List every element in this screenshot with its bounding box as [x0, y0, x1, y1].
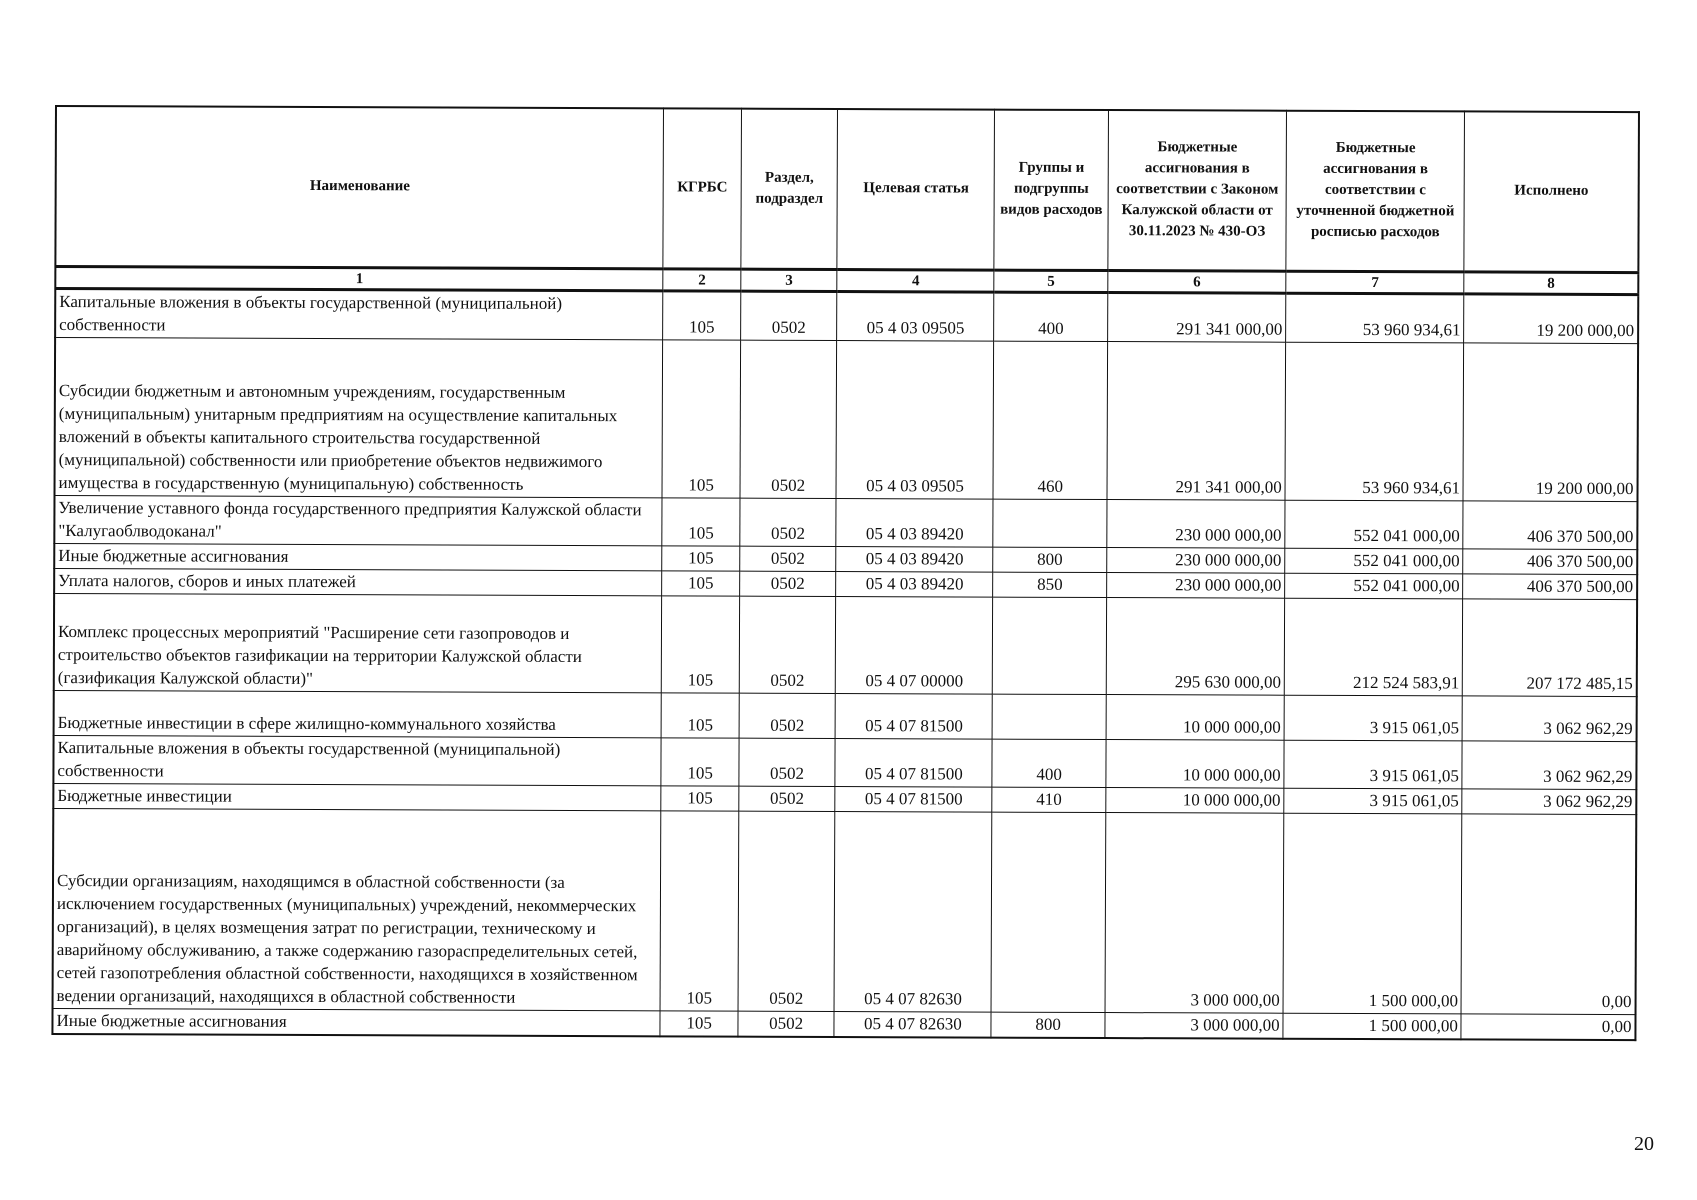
row-name: Бюджетные инвестиции в сфере жилищно-коммунального хозяйства	[54, 690, 662, 737]
row-executed: 3 062 962,29	[1462, 696, 1636, 742]
row-kgrbs: 105	[662, 571, 740, 596]
row-executed: 207 172 485,15	[1463, 599, 1637, 697]
table-row	[54, 496, 1637, 550]
table-body	[52, 289, 1638, 1041]
row-kgrbs: 105	[660, 1011, 738, 1037]
row-revised-allocation: 212 524 583,91	[1284, 598, 1463, 696]
row-expense-group: 410	[992, 787, 1106, 812]
row-revised-allocation: 552 041 000,00	[1285, 548, 1463, 574]
table-row	[52, 1008, 1635, 1040]
row-law-allocation: 230 000 000,00	[1107, 500, 1285, 549]
row-name: Увеличение уставного фонда государственного предприятия Калужской области "Калугаоблводоканал"	[54, 496, 662, 546]
budget-sheet	[51, 105, 1640, 1041]
row-law-allocation: 230 000 000,00	[1107, 573, 1285, 599]
row-razdel: 0502	[738, 811, 835, 1011]
table-row	[53, 808, 1637, 1014]
row-law-allocation: 10 000 000,00	[1106, 695, 1284, 741]
row-law-allocation: 291 341 000,00	[1107, 342, 1286, 501]
header-name: Наименование	[55, 106, 664, 269]
row-razdel: 0502	[739, 693, 836, 738]
row-kgrbs: 105	[662, 498, 740, 546]
row-executed: 3 062 962,29	[1462, 789, 1636, 815]
row-target-article: 05 4 07 81500	[835, 739, 992, 788]
row-executed: 406 370 500,00	[1463, 574, 1637, 600]
row-expense-group: 460	[993, 341, 1107, 499]
header-vid: Группы и подгруппы видов расходов	[994, 110, 1108, 271]
row-expense-group	[993, 499, 1107, 547]
row-law-allocation: 3 000 000,00	[1105, 813, 1284, 1014]
row-name: Комплекс процессных мероприятий "Расширение сети газопроводов и строительство объектов газификации на территории Калужской области (газификация Калужской области)"	[54, 594, 662, 693]
table-row	[54, 690, 1637, 741]
column-number: 5	[994, 270, 1108, 292]
row-target-article: 05 4 07 81500	[835, 694, 992, 740]
row-razdel: 0502	[738, 1011, 835, 1037]
row-law-allocation: 10 000 000,00	[1106, 788, 1284, 814]
row-revised-allocation: 53 960 934,61	[1286, 293, 1464, 343]
row-expense-group: 400	[994, 292, 1108, 341]
row-razdel: 0502	[739, 571, 836, 596]
row-razdel: 0502	[740, 340, 837, 498]
column-number: 3	[741, 269, 838, 291]
row-revised-allocation: 552 041 000,00	[1285, 573, 1463, 599]
row-executed: 19 200 000,00	[1463, 343, 1638, 502]
row-kgrbs: 105	[662, 546, 740, 571]
column-number: 4	[837, 270, 994, 293]
row-revised-allocation: 53 960 934,61	[1285, 342, 1464, 501]
row-kgrbs: 105	[662, 693, 740, 738]
row-executed: 406 370 500,00	[1463, 501, 1637, 550]
table-row	[53, 735, 1636, 789]
row-target-article: 05 4 03 09505	[836, 341, 994, 500]
row-target-article: 05 4 07 82630	[834, 812, 992, 1013]
column-number: 1	[55, 267, 663, 291]
header-rospis: Бюджетные ассигнования в соответствии с уточненной бюджетной росписью расходов	[1286, 111, 1465, 272]
row-executed: 0,00	[1461, 814, 1636, 1015]
row-name: Субсидии бюджетным и автономным учреждениям, государственным (муниципальным) унитарным предприятиям на осуществление капитальных вложений в объекты капитального строительства государственной (муниципальной) собственности или приобретение объектов недвижимого имущества в государственную (муниципальную) собственность	[55, 338, 664, 498]
row-kgrbs: 105	[660, 811, 738, 1011]
row-revised-allocation: 552 041 000,00	[1285, 500, 1463, 549]
header-razdel: Раздел, подраздел	[741, 109, 838, 270]
row-target-article: 05 4 07 00000	[836, 597, 993, 695]
row-razdel: 0502	[740, 546, 837, 571]
row-law-allocation: 230 000 000,00	[1107, 548, 1285, 574]
column-number: 2	[663, 269, 741, 291]
row-name: Иные бюджетные ассигнования	[52, 1008, 660, 1036]
row-target-article: 05 4 07 81500	[835, 787, 992, 813]
row-name: Капитальные вложения в объекты государственной (муниципальной) собственности	[55, 289, 663, 340]
row-expense-group	[993, 694, 1107, 739]
header-zakon: Бюджетные ассигнования в соответствии с Законом Калужской области от 30.11.2023 № 430-ОЗ	[1108, 110, 1287, 271]
header-statya: Целевая статья	[837, 109, 995, 270]
column-number: 6	[1108, 271, 1286, 294]
row-name: Иные бюджетные ассигнования	[54, 544, 662, 571]
row-kgrbs: 105	[661, 786, 739, 811]
row-revised-allocation: 1 500 000,00	[1283, 1013, 1461, 1039]
row-name: Капитальные вложения в объекты государственной (муниципальной) собственности	[53, 735, 661, 785]
row-expense-group	[993, 597, 1107, 694]
row-razdel: 0502	[739, 786, 836, 811]
row-name: Бюджетные инвестиции	[53, 783, 661, 810]
row-expense-group: 400	[992, 739, 1106, 787]
row-razdel: 0502	[739, 596, 836, 693]
row-law-allocation: 291 341 000,00	[1108, 293, 1286, 343]
row-target-article: 05 4 03 89420	[836, 572, 993, 598]
row-revised-allocation: 3 915 061,05	[1284, 788, 1462, 814]
row-target-article: 05 4 03 89420	[836, 547, 993, 573]
table-row	[55, 338, 1639, 502]
row-expense-group: 850	[993, 572, 1107, 597]
column-number: 7	[1286, 271, 1464, 294]
row-target-article: 05 4 07 82630	[834, 1011, 991, 1037]
row-target-article: 05 4 03 09505	[837, 292, 994, 342]
row-revised-allocation: 3 915 061,05	[1284, 695, 1462, 741]
budget-table	[51, 105, 1640, 1041]
row-kgrbs: 105	[663, 291, 741, 340]
row-razdel: 0502	[740, 498, 837, 546]
table-row	[55, 289, 1638, 344]
row-law-allocation: 10 000 000,00	[1106, 740, 1284, 789]
row-name: Уплата налогов, сборов и иных платежей	[54, 569, 662, 596]
row-kgrbs: 105	[661, 738, 739, 786]
row-executed: 0,00	[1461, 1014, 1635, 1040]
row-executed: 406 370 500,00	[1463, 549, 1637, 575]
row-expense-group: 800	[993, 547, 1107, 572]
row-name: Субсидии организациям, находящимся в областной собственности (за исключением государственных (муниципальных) учреждений, некоммерческих организаций), в целях возмещения затрат по регистрации, техническому и аварийному обслуживанию, а также содержанию газораспределительных сетей, сетей газопотребления областной собственности, находящихся в хозяйственном ведении организаций, находящихся в областной собственности	[53, 808, 662, 1010]
row-revised-allocation: 1 500 000,00	[1283, 813, 1462, 1014]
row-target-article: 05 4 03 89420	[836, 499, 993, 548]
row-razdel: 0502	[740, 291, 837, 340]
row-executed: 19 200 000,00	[1464, 294, 1638, 344]
table-row	[54, 594, 1637, 697]
row-razdel: 0502	[739, 738, 836, 786]
row-kgrbs: 105	[662, 596, 740, 693]
header-kgrbs: КГРБС	[663, 108, 741, 269]
row-revised-allocation: 3 915 061,05	[1284, 740, 1462, 789]
row-kgrbs: 105	[662, 340, 740, 498]
header-ispolneno: Исполнено	[1464, 111, 1639, 272]
row-executed: 3 062 962,29	[1462, 741, 1636, 790]
row-expense-group	[991, 812, 1105, 1012]
row-expense-group: 800	[991, 1012, 1105, 1038]
page-number: 20	[1634, 1133, 1654, 1155]
row-law-allocation: 3 000 000,00	[1105, 1013, 1283, 1039]
column-number: 8	[1464, 272, 1638, 295]
row-law-allocation: 295 630 000,00	[1106, 598, 1285, 696]
header-row	[55, 106, 1639, 273]
